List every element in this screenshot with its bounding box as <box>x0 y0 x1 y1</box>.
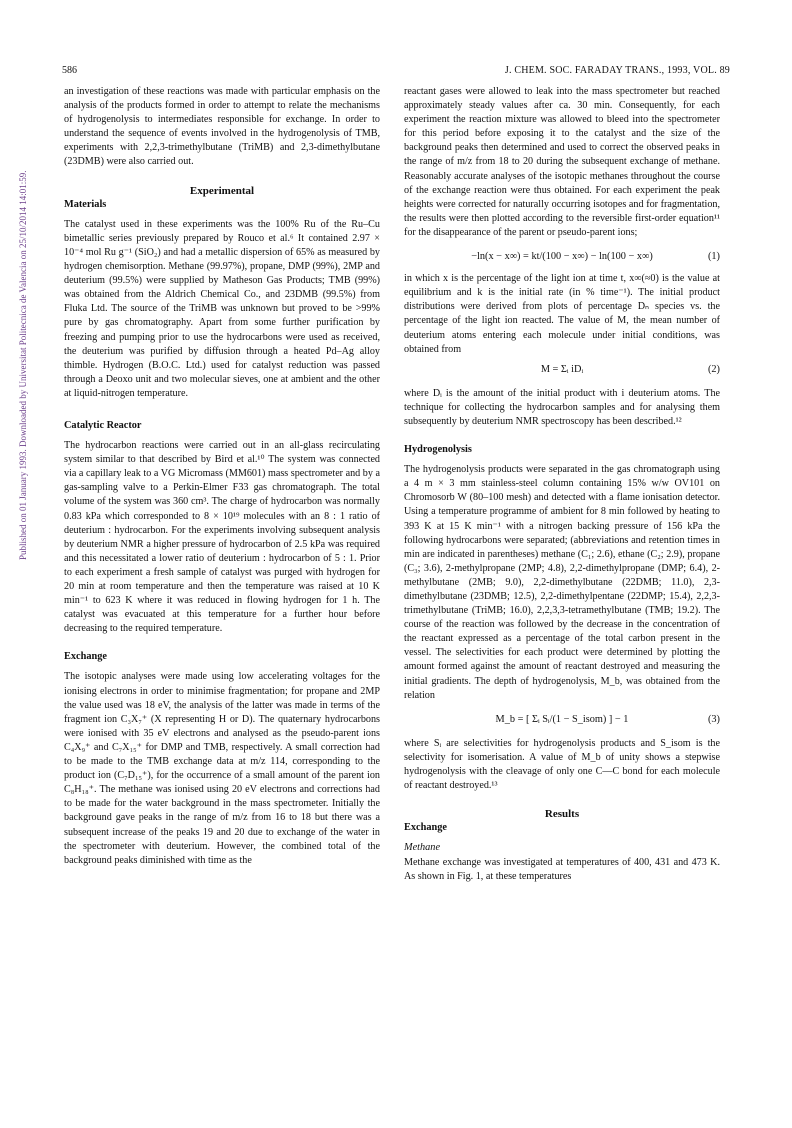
methane-heading: Methane <box>404 842 441 854</box>
left-column <box>64 85 380 868</box>
equation-2 <box>404 363 720 377</box>
equation-2-number: (2) <box>707 363 720 375</box>
equation-3-number: (3) <box>707 713 720 725</box>
hydrogenolysis-heading: Hydrogenolysis <box>404 444 472 456</box>
page-number: 586 <box>62 65 77 76</box>
equation-1-number: (1) <box>707 251 720 263</box>
equation-2-paragraph: where Dᵢ is the amount of the initial product with i deuterium atoms. The technique for collecting the hydrocarbon samples and for analysing them subsequently by deuterium NMR spectroscopy has been described.¹² <box>404 387 720 427</box>
reactor-paragraph: The hydrocarbon reactions were carried out in an all-glass recirculating system similar to that described by Bird et al.¹⁰ The system was connected via a capillary leak to a VG Micromass (MM601) mass spectrometer and by a gas-sampling valve to a Perkin-Elmer F33 gas chromatograph. The total volume of the system was 360 cm³. The charge of hydrocarbon was normally 0.83 kPa which corresponded to 8 × 10¹⁹ molecules with an 8 : 1 ratio of deuterium : hydrocarbon. For the experiments involving subsequent analysis by deuterium NMR a higher pressure of hydrocarbon of 2.5 kPa was required and this necessitated a lower ratio of deuterium : hydrocarbon of 5 : 1. Prior to each experiment a fresh sample of catalyst was purged with hydrogen for 20 min at room temperature and then the temperature was raised at 10 K min⁻¹ to 623 K where it was reduced in flowing hydrogen for 1 h. The catalyst was evacuated at this temperature for a further hour before decreasing to the required temperature. <box>64 440 380 635</box>
intro-paragraph: an investigation of these reactions was made with particular emphasis on the analysis of the products formed in order to attempt to relate the mechanisms of hydrogenolysis to intermediates responsible for exchange. In order to understand the sequence of events involved in the hydrogenolysis of TMB, experiments with 2,2,3-trimethylbutane (TriMB) and 2,3-dimethylbutane (23DMB) were also carried out. <box>64 86 380 168</box>
equation-1-paragraph: in which x is the percentage of the light ion at time t, x∞(≈0) is the value at equilibrium and k is the initial rate (in % time⁻¹). The initial product distributions were derived from plots of percentage Dₙ species vs. the percentage of the light ion reacted. The value of M, the mean number of deuterium atoms entering each molecule under initial conditions, was obtained from <box>404 273 720 355</box>
equation-1-body: −ln(x − x∞) = kt/(100 − x∞) − ln(100 − x∞) <box>471 251 653 263</box>
materials-paragraph: The catalyst used in these experiments was the 100% Ru of the Ru–Cu bimetallic series previously prepared by Rouco et al.⁶ It contained 2.97 × 10⁻⁴ mol Ru g⁻¹ (SiO₂) and had a metallic dispersion of 65% as measured by hydrogen chemisorption. Methane (99.97%), propane, DMP (99%), 2MP and deuterium (99.5%) were supplied by Matheson Gas Products; TMB (99%) was obtained from the Aldrich Chemical Co., and 23DMB (99.5%) from Fluka Ltd. The source of the TriMB was unknown but proved to be >99% pure by gas chromatography. Apart from some further purification by freezing and pumping prior to use the hydrocarbons were used as received, the deuterium was purified by diffusion through a heated Pd–Ag alloy thimble. Hydrogen (B.O.C. Ltd.) used for catalyst reduction was passed through a Deoxo unit and two molecular sieves, one at ambient and the other at liquid-nitrogen temperature. <box>64 218 380 399</box>
exchange-heading: Exchange <box>64 651 107 663</box>
right-column <box>404 85 720 884</box>
methane-paragraph: Methane exchange was investigated at temperatures of 400, 431 and 473 K. As shown in Fig. 1, at these temperatures <box>404 856 720 882</box>
materials-heading: Materials <box>64 198 107 210</box>
results-heading: Results <box>544 808 580 821</box>
reactor-heading: Catalytic Reactor <box>64 419 142 431</box>
equation-1 <box>404 250 720 264</box>
hydrogenolysis-paragraph: The hydrogenolysis products were separated in the gas chromatograph using a 4 m × 3 mm stainless-steel column containing 15% w/w OV101 on Chromosorb W (80–100 mesh) and detected with a flame ionisation detector. Using a temperature programme of ambient for 8 min followed by heating to 393 K at 15 K min⁻¹ with a nitrogen backing pressure of 156 kPa the following hydrocarbons were separated; (abbreviations and retention times in min are indicated in parentheses) methane (C₁; 2.6), ethane (C₂; 2.9), propane (C₃; 3.6), 2-methylpropane (2MP; 4.8), 2,2-dimethylpropane (DMP; 6.4), 2-methylbutane (2MB; 9.0), 2,2-dimethylbutane (22DMB; 11.0), 2,3-dimethylbutane (23DMB; 12.5), 2,2-dimethylpentane (22DMP; 15.4), 2,2,3-trimethylbutane (TriMB; 16.0), 2,2,3,3-tetramethylbutane (TMB; 19.2). The course of the reaction was followed by the decrease in the concentration of the reactant expressed as a percentage of the total carbon present in the vessel. The selectivities for each product were determined by plotting the amount formed against the amount of reactant destroyed and measuring the initial gradients. The depth of hydrogenolysis, M_b, was obtained from the relation <box>404 464 720 701</box>
equation-3-body: M_b = [ Σᵢ Sᵢ/(1 − S_isom) ] − 1 <box>495 713 629 725</box>
equation-3-paragraph: where Sᵢ are selectivities for hydrogenolysis products and S_isom is the selectivity for isomerisation. A value of M_b of unity shows a stepwise hydrogenolysis with the cleavage of only one C—C bond for each molecule of reactant destroyed.¹³ <box>404 737 720 792</box>
journal-header: J. CHEM. SOC. FARADAY TRANS., 1993, VOL. 89 <box>504 65 730 76</box>
download-notice[interactable]: Published on 01 January 1993. Downloaded by Universitat Politecnica de Valencia on 25/10/2014 14:01:59. <box>18 170 28 560</box>
results-exchange-heading: Exchange <box>404 822 447 834</box>
equation-3 <box>404 713 720 727</box>
equation-2-body: M = Σᵢ iDᵢ <box>540 363 584 375</box>
continuation-paragraph: reactant gases were allowed to leak into the mass spectrometer but reached approximately steady values after ca. 30 min. Consequently, for each experiment the reaction mixture was allowed to bleed into the spectrometer for this period before exposing it to the catalyst and the size of the background peaks then determined and used to correct the observed peaks in the range of m/z from 18 to 20 during the subsequent exchange of methane. Reasonably accurate analyses of the isotopic methanes throughout the course of the exchange reaction were thus obtained. For each experiment the peak heights were corrected for naturally occurring isotopes and for fragmentation, the results were then plotted according to the reversible first-order equation¹¹ for the disappearance of the parent or pseudo-parent ions; <box>404 86 720 238</box>
experimental-heading: Experimental <box>189 184 255 197</box>
exchange-paragraph: The isotopic analyses were made using low accelerating voltages for the ionising electrons in order to minimise fragmentation; for propane and 2MP the value used was 18 eV, the analysis of the latter was made in terms of the fragment ion C₃X₇⁺ (X representing H or D). The quaternary hydrocarbons were ionised with 35 eV electrons and analysed as the pseudo-parent ions C₄X₉⁺ and C₇X₁₅⁺ for DMP and TMB, respectively. A small correction had to be made to the TMB exchange data at m/z 114, corresponding to the product ion (C₇D₁₅⁺), for the occurrence of a small amount of the parent ion C₈H₁₈⁺. The methane was ionised using 20 eV electrons and corrections had to be made for the water background in the mass spectrometer. Initially the background gave peaks in the range of m/z from 16 to 18 but there was a subsequent increase of the peaks 19 and 20 due to exchange of the water in the spectrometer with deuterium. However, the combined total of the background peaks diminished with time as the <box>64 671 380 866</box>
